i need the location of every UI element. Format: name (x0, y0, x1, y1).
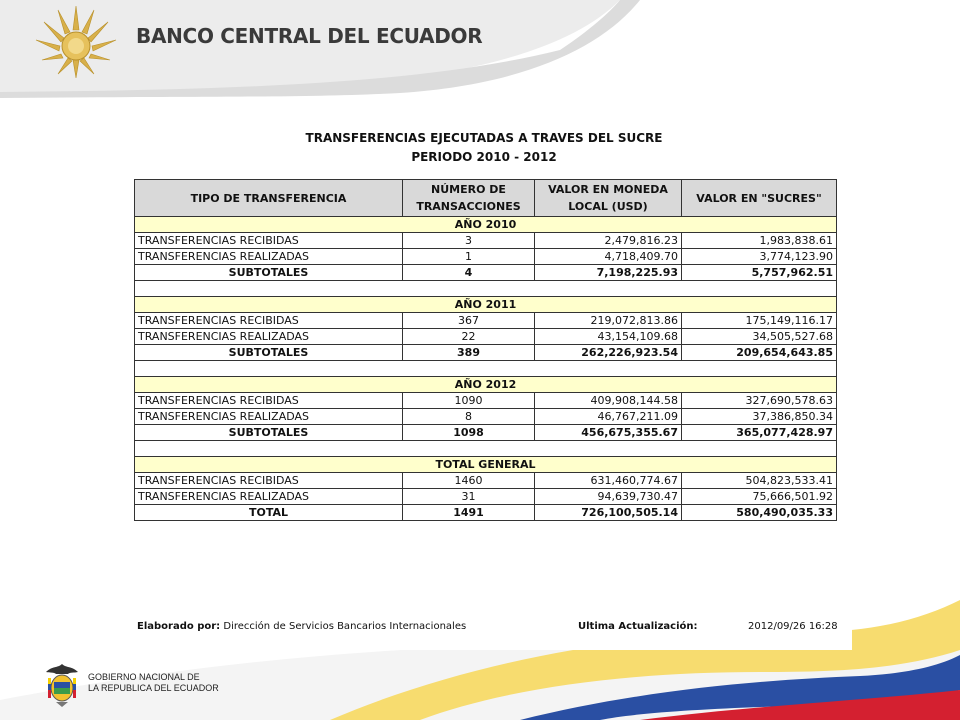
last-update-value: 2012/09/26 16:28 (748, 621, 838, 632)
transfers-table (134, 179, 837, 521)
sucres-cell: 580,490,035.33 (682, 505, 837, 521)
numero-cell: 3 (403, 233, 535, 249)
usd-cell: 262,226,923.54 (535, 345, 682, 361)
government-label (88, 672, 219, 694)
sucres-cell: 37,386,850.34 (682, 409, 837, 425)
subtotal-row (135, 265, 837, 281)
sucres-cell: 5,757,962.51 (682, 265, 837, 281)
table-row (135, 249, 837, 265)
usd-cell: 409,908,144.58 (535, 393, 682, 409)
grand-total-label: TOTAL (135, 505, 403, 521)
spacer-cell (135, 281, 837, 297)
numero-cell: 22 (403, 329, 535, 345)
table-row (135, 489, 837, 505)
sucres-cell: 504,823,533.41 (682, 473, 837, 489)
numero-cell: 367 (403, 313, 535, 329)
column-header-numero: NÚMERO DE TRANSACCIONES (403, 180, 535, 217)
sucres-cell: 327,690,578.63 (682, 393, 837, 409)
column-header-tipo: TIPO DE TRANSFERENCIA (135, 180, 403, 217)
spacer-row (135, 361, 837, 377)
subtotal-label: SUBTOTALES (135, 265, 403, 281)
section-heading-row (135, 297, 837, 313)
section-heading-row (135, 457, 837, 473)
spacer-row (135, 281, 837, 297)
numero-cell: 389 (403, 345, 535, 361)
prepared-by-value: Dirección de Servicios Bancarios Internacionales (223, 621, 467, 632)
sucres-cell: 209,654,643.85 (682, 345, 837, 361)
usd-cell: 631,460,774.67 (535, 473, 682, 489)
bank-name: BANCO CENTRAL DEL ECUADOR (136, 24, 483, 48)
spacer-cell (135, 361, 837, 377)
subtotal-row (135, 425, 837, 441)
table-row (135, 409, 837, 425)
column-header-sucres: VALOR EN "SUCRES" (682, 180, 837, 217)
spacer-cell (135, 441, 837, 457)
numero-cell: 8 (403, 409, 535, 425)
section-heading-row (135, 217, 837, 233)
grand-total-row (135, 505, 837, 521)
condor-coat-of-arms-icon (42, 660, 82, 710)
prepared-by (137, 621, 466, 632)
tipo-cell: TRANSFERENCIAS REALIZADAS (135, 489, 403, 505)
usd-cell: 43,154,109.68 (535, 329, 682, 345)
section-heading: AÑO 2011 (135, 297, 837, 313)
numero-cell: 1460 (403, 473, 535, 489)
usd-cell: 2,479,816.23 (535, 233, 682, 249)
section-heading-row (135, 377, 837, 393)
usd-cell: 219,072,813.86 (535, 313, 682, 329)
usd-cell: 7,198,225.93 (535, 265, 682, 281)
report-title: TRANSFERENCIAS EJECUTADAS A TRAVES DEL SUCRE (305, 131, 663, 145)
usd-cell: 46,767,211.09 (535, 409, 682, 425)
section-heading: AÑO 2010 (135, 217, 837, 233)
sucres-cell: 34,505,527.68 (682, 329, 837, 345)
numero-cell: 1090 (403, 393, 535, 409)
table-row (135, 329, 837, 345)
numero-cell: 4 (403, 265, 535, 281)
sucres-cell: 3,774,123.90 (682, 249, 837, 265)
tipo-cell: TRANSFERENCIAS RECIBIDAS (135, 393, 403, 409)
numero-cell: 1098 (403, 425, 535, 441)
subtotal-label: SUBTOTALES (135, 345, 403, 361)
sucres-cell: 1,983,838.61 (682, 233, 837, 249)
table-row (135, 313, 837, 329)
numero-cell: 1491 (403, 505, 535, 521)
table-row (135, 233, 837, 249)
column-header-usd: VALOR EN MONEDA LOCAL (USD) (535, 180, 682, 217)
usd-cell: 94,639,730.47 (535, 489, 682, 505)
section-heading: AÑO 2012 (135, 377, 837, 393)
sucres-cell: 365,077,428.97 (682, 425, 837, 441)
government-line-2: LA REPUBLICA DEL ECUADOR (88, 683, 219, 693)
tipo-cell: TRANSFERENCIAS REALIZADAS (135, 409, 403, 425)
section-heading: TOTAL GENERAL (135, 457, 837, 473)
numero-cell: 31 (403, 489, 535, 505)
subtotal-row (135, 345, 837, 361)
sun-emblem-icon (28, 0, 124, 80)
tipo-cell: TRANSFERENCIAS RECIBIDAS (135, 473, 403, 489)
usd-cell: 726,100,505.14 (535, 505, 682, 521)
tipo-cell: TRANSFERENCIAS REALIZADAS (135, 249, 403, 265)
sucres-cell: 75,666,501.92 (682, 489, 837, 505)
numero-cell: 1 (403, 249, 535, 265)
tipo-cell: TRANSFERENCIAS RECIBIDAS (135, 313, 403, 329)
table-row (135, 473, 837, 489)
subtotal-label: SUBTOTALES (135, 425, 403, 441)
prepared-by-label: Elaborado por: (137, 621, 221, 632)
report-period: PERIODO 2010 - 2012 (411, 150, 557, 164)
table-header-row (135, 180, 837, 217)
tipo-cell: TRANSFERENCIAS RECIBIDAS (135, 233, 403, 249)
usd-cell: 456,675,355.67 (535, 425, 682, 441)
spacer-row (135, 441, 837, 457)
last-update-label: Ultima Actualización: (578, 621, 698, 632)
tipo-cell: TRANSFERENCIAS REALIZADAS (135, 329, 403, 345)
government-line-1: GOBIERNO NACIONAL DE (88, 672, 200, 682)
sucres-cell: 175,149,116.17 (682, 313, 837, 329)
table-row (135, 393, 837, 409)
usd-cell: 4,718,409.70 (535, 249, 682, 265)
